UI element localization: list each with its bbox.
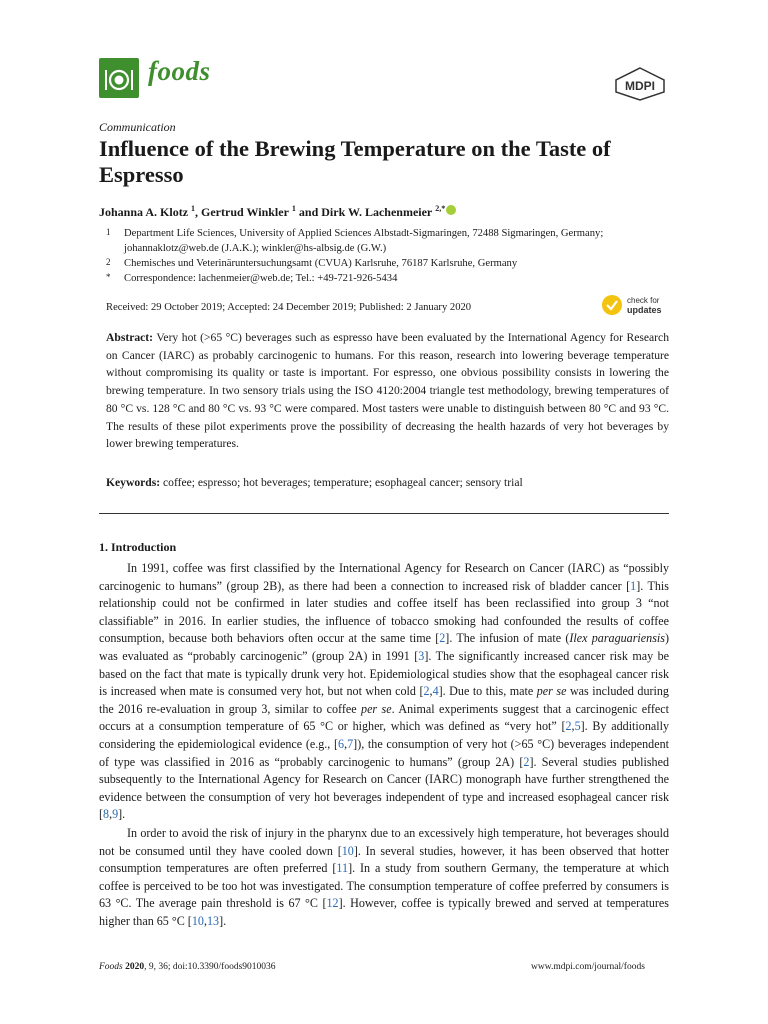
citation-link[interactable]: 9 — [112, 807, 119, 822]
section-heading: 1. Introduction — [99, 540, 177, 554]
orcid-icon[interactable] — [446, 205, 456, 215]
text-run: ) was evaluated as “probably carcinogenic” (group 2A) in 1991 [ — [99, 631, 670, 663]
text-run: , — [571, 719, 575, 734]
citation-link[interactable]: 1 — [630, 578, 637, 593]
text-run: ]. However, coffee is typically brewed and served at temperatures higher than 65 °C [ — [99, 896, 669, 928]
paragraph-text — [99, 560, 669, 824]
citation-link[interactable]: 2 — [565, 719, 572, 734]
author-affiliation-mark: 1 — [191, 204, 196, 213]
text-run: , — [429, 684, 433, 699]
section-divider — [99, 513, 669, 514]
author-affiliation-mark: 2,* — [435, 204, 446, 213]
journal-name: foods — [148, 56, 211, 86]
abstract-label: Abstract: — [106, 331, 154, 344]
journal-logo-icon — [99, 58, 139, 98]
publisher-name: MDPI — [625, 79, 655, 93]
italic-text: per se — [536, 684, 567, 699]
publication-dates: Received: 29 October 2019; Accepted: 24 December 2019; Published: 2 January 2020 — [106, 302, 472, 313]
text-run: ]. This relationship could not be confirmed in later studies and coffee itself has been reclassified into group 3 “not classifiable” in 2016. In earlier studies, the influence of tobacco smoking had confounded the results of coffee consumption, because both behaviors often occur at the same time [ — [99, 578, 669, 646]
body-paragraph — [99, 560, 669, 824]
citation-link[interactable]: 11 — [336, 861, 349, 876]
author-name: Gertrud Winkler — [201, 205, 289, 219]
affiliation-text: Chemisches und Veterinäruntersuchungsamt (CVUA) Karlsruhe, 76187 Karlsruhe, Germany — [124, 258, 518, 269]
author-separator: , — [195, 205, 202, 219]
text-run: ]. By additionally considering the epidemiological evidence (e.g., [ — [99, 719, 670, 751]
citation-link[interactable]: 2 — [423, 684, 430, 699]
text-run: ]. The significantly increased cancer risk may be based on the fact that mate is typically drunk very hot. Epidemiological studies show that the esophageal cancer risk is increased when mate is consumed very hot, but not when cold [ — [99, 648, 669, 699]
keywords-label: Keywords: — [106, 476, 161, 489]
text-run: ]. — [219, 913, 227, 928]
text-run: was included during the 2016 re-evaluation in group 3, similar to coffee — [99, 684, 669, 716]
check-updates-label: check for — [627, 296, 660, 305]
affiliation-mark: 2 — [106, 257, 111, 267]
text-run: ]. In several studies, however, it has been observed that hotter consumption temperatures are often preferred [ — [99, 843, 669, 876]
citation-link[interactable]: 2 — [439, 631, 446, 646]
author-affiliation-mark: 1 — [291, 204, 296, 213]
italic-text: Ilex paraguariensis — [569, 631, 665, 646]
footer-journal: Foods — [99, 962, 123, 972]
publisher-logo-icon — [612, 66, 668, 102]
text-run: ]. In a study from southern Germany, the temperature at which coffee is perceived to be too hot was investigated. The consumption temperature of coffee preferred by consumers is 63 °C. The average pain threshold is 67 °C [ — [99, 861, 669, 911]
italic-text: per se — [361, 701, 392, 716]
text-run: In 1991, coffee was first classified by the International Agency for Research on Cancer (IARC) as “possibly carcinogenic to humans” (group 2B), as there had been a connection to increased risk of bladder cancer [ — [99, 561, 669, 593]
keywords — [106, 476, 669, 489]
citation-link[interactable]: 2 — [523, 754, 530, 769]
text-run: In order to avoid the risk of injury in the pharynx due to an excessively high temperature, hot beverages should not be consumed until they have cooled down [ — [99, 826, 669, 858]
abstract — [106, 329, 669, 453]
footer-doi: , 9, 36; doi:10.3390/foods9010036 — [144, 962, 276, 972]
citation-link[interactable]: 10 — [191, 913, 204, 928]
citation-link[interactable]: 6 — [338, 736, 345, 751]
author-name: Dirk W. Lachenmeier — [321, 205, 433, 219]
text-run: , — [203, 913, 207, 928]
citation-link[interactable]: 7 — [347, 736, 354, 751]
footer-url-link[interactable]: www.mdpi.com/journal/foods — [531, 962, 645, 972]
citation-link[interactable]: 3 — [418, 648, 425, 663]
citation-link[interactable]: 12 — [326, 896, 339, 911]
affiliation-mark: * — [106, 272, 111, 282]
article-title: Influence of the Brewing Temperature on the Taste of Espresso — [99, 136, 611, 187]
author-separator: and — [295, 205, 322, 219]
keywords-text: coffee; espresso; hot beverages; temperature; esophageal cancer; sensory trial — [163, 476, 523, 489]
footer-year: 2020 — [125, 962, 145, 972]
correspondence-text: Correspondence: lachenmeier@web.de; Tel.: +49-721-926-5434 — [124, 273, 398, 284]
citation-link[interactable]: 4 — [432, 684, 439, 699]
affiliation-text: Department Life Sciences, University of Applied Sciences Albstadt-Sigmaringen, 72488 Sigmaringen, Germany; johannaklotz@web.de (J.A.K.); winkler@hs-albsig.de (G.W.) — [124, 228, 604, 254]
text-run: , — [344, 736, 348, 751]
citation-link[interactable]: 13 — [206, 913, 220, 928]
author-list — [99, 204, 456, 220]
text-run: ]), the consumption of very hot (>65 °C) beverages independent of type was classified in 2016 as “probably carcinogenic to humans” (group 2A) [ — [99, 736, 669, 769]
text-run: ]. Several studies published subsequently to the International Agency for Research on Cancer (IARC) monograph have further strengthened the evidence between the consumption of very hot beverages independent of type and increased esophageal cancer risk [ — [99, 754, 670, 822]
text-run: ]. The infusion of mate ( — [445, 631, 570, 646]
text-run: ]. — [118, 807, 126, 822]
text-run: ]. Due to this, mate — [438, 684, 537, 699]
text-run: . Animal experiments suggest that a carcinogenic effect occurs at a consumption temperature of 65 °C or higher, which was defined as “very hot” [ — [99, 701, 669, 734]
citation-link[interactable]: 5 — [574, 719, 581, 734]
text-run: , — [109, 807, 113, 822]
check-for-updates-button[interactable] — [601, 292, 671, 318]
footer-citation — [99, 962, 276, 972]
abstract-text: Very hot (>65 °C) beverages such as espresso have been evaluated by the International Agency for Research on Cancer (IARC) as probably carcinogenic to humans. For this reason, research into lowering beverage temperature without compromising its quality or taste is important. For espresso, one obvious possibility consists in lowering the brewing temperature. In two sensory trials using the ISO 4120:2004 triangle test methodology, brewing temperatures of 80 °C vs. 128 °C and 80 °C vs. 93 °C were compared. Most tasters were unable to distinguish between 80 °C and 93 °C. The results of these pilot experiments prove the possibility of decreasing the health hazards of very hot beverages by lower brewing temperatures. — [106, 331, 669, 451]
check-updates-label: updates — [627, 305, 662, 315]
body-paragraph — [99, 825, 669, 931]
article-type: Communication — [99, 120, 176, 134]
affiliation-mark: 1 — [106, 227, 111, 237]
citation-link[interactable]: 10 — [341, 843, 354, 858]
citation-link[interactable]: 8 — [103, 807, 110, 822]
author-name: Johanna A. Klotz — [99, 205, 189, 219]
paragraph-text — [99, 825, 669, 931]
